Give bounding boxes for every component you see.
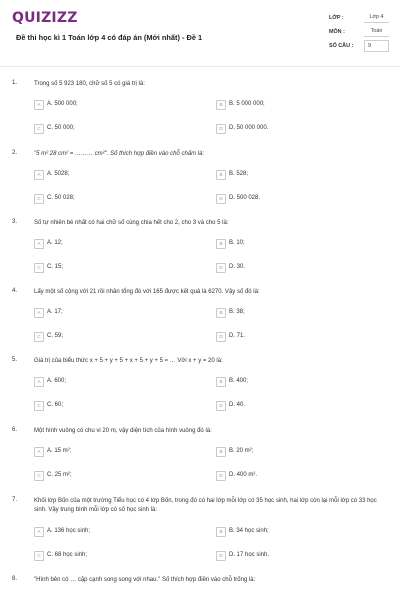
option-letter-box[interactable]: B bbox=[216, 239, 226, 249]
option-letter-box[interactable]: B bbox=[216, 377, 226, 387]
worksheet-header bbox=[0, 0, 400, 64]
meta-label: LỚP : bbox=[329, 15, 344, 21]
header-divider bbox=[0, 66, 400, 67]
option-text: B. 34 học sinh; bbox=[229, 528, 269, 534]
option-text: C. 50 028; bbox=[47, 195, 75, 201]
answer-option-a[interactable] bbox=[34, 527, 194, 537]
answer-option-b[interactable] bbox=[216, 239, 376, 249]
option-text: C. 25 m²; bbox=[47, 472, 72, 478]
answer-option-c[interactable] bbox=[34, 551, 194, 561]
question-text: Số tự nhiên bé nhất có hai chữ số cùng chia hết cho 2, cho 3 và cho 5 là: bbox=[34, 220, 229, 226]
option-letter-box[interactable]: C bbox=[34, 332, 44, 342]
answer-option-a[interactable] bbox=[34, 308, 194, 318]
question-number: 5. bbox=[12, 357, 18, 363]
option-letter-box[interactable]: D bbox=[216, 124, 226, 134]
answer-option-d[interactable] bbox=[216, 124, 376, 134]
option-text: A. 12; bbox=[47, 240, 63, 246]
option-text: A. 500 000; bbox=[47, 101, 78, 107]
option-text: A. 600; bbox=[47, 378, 67, 384]
option-text: C. 59; bbox=[47, 333, 64, 339]
option-letter-box[interactable]: D bbox=[216, 471, 226, 481]
question-text: "5 m² 28 cm² = ……… cm²". Số thích hợp điền vào chỗ chấm là: bbox=[34, 151, 205, 157]
answer-option-b[interactable] bbox=[216, 377, 376, 387]
option-text: A. 17; bbox=[47, 309, 63, 315]
answer-option-d[interactable] bbox=[216, 471, 376, 481]
option-text: A. 5028; bbox=[47, 171, 70, 177]
meta-row-question-count bbox=[329, 40, 393, 54]
option-text: D. 50 000 000. bbox=[229, 125, 269, 131]
option-letter-box[interactable]: C bbox=[34, 263, 44, 273]
question-text: Khối lớp Bốn của một trường Tiểu học có 4 lớp Bốn, trong đó có hai lớp mỗi lớp có 35 học sinh, hai lớp còn lại mỗi lớp có 33 học sinh. Vậy trung bình mỗi lớp có số học sinh là: bbox=[34, 498, 377, 514]
meta-value: Toán bbox=[364, 26, 389, 37]
question-text: Trong số 5 923 180, chữ số 5 có giá trị là: bbox=[34, 81, 145, 87]
meta-row-subject bbox=[329, 26, 393, 40]
option-letter-box[interactable]: D bbox=[216, 263, 226, 273]
option-letter-box[interactable]: A bbox=[34, 239, 44, 249]
option-letter-box[interactable]: B bbox=[216, 527, 226, 537]
answer-option-a[interactable] bbox=[34, 170, 194, 180]
meta-value: 9 bbox=[364, 40, 389, 52]
answer-option-d[interactable] bbox=[216, 194, 376, 204]
answer-option-d[interactable] bbox=[216, 263, 376, 273]
question-number: 2. bbox=[12, 150, 18, 156]
option-text: B. 10; bbox=[229, 240, 245, 246]
option-text: B. 400; bbox=[229, 378, 249, 384]
option-text: C. 50 000; bbox=[47, 125, 75, 131]
answer-option-a[interactable] bbox=[34, 100, 194, 110]
question-text: Giá trị của biểu thức x + 5 + y + 5 + x + 5 + y + 5 = … Với x + y = 20 là: bbox=[34, 358, 223, 364]
option-letter-box[interactable]: A bbox=[34, 447, 44, 457]
option-letter-box[interactable]: A bbox=[34, 100, 44, 110]
answer-option-b[interactable] bbox=[216, 308, 376, 318]
option-letter-box[interactable]: B bbox=[216, 308, 226, 318]
question-number: 3. bbox=[12, 219, 18, 225]
answer-option-b[interactable] bbox=[216, 170, 376, 180]
option-letter-box[interactable]: B bbox=[216, 170, 226, 180]
worksheet-meta bbox=[329, 12, 393, 54]
answer-option-c[interactable] bbox=[34, 263, 194, 273]
option-text: B. 528; bbox=[229, 171, 249, 177]
option-text: B. 38; bbox=[229, 309, 245, 315]
option-letter-box[interactable]: B bbox=[216, 100, 226, 110]
option-text: D. 40. bbox=[229, 402, 246, 408]
meta-label: SỐ CÂU : bbox=[329, 43, 354, 49]
meta-label: MÔN : bbox=[329, 29, 345, 35]
option-text: C. 15; bbox=[47, 264, 64, 270]
answer-option-d[interactable] bbox=[216, 401, 376, 411]
answer-option-a[interactable] bbox=[34, 239, 194, 249]
option-letter-box[interactable]: C bbox=[34, 194, 44, 204]
answer-option-c[interactable] bbox=[34, 471, 194, 481]
answer-option-c[interactable] bbox=[34, 194, 194, 204]
meta-row-class bbox=[329, 12, 393, 26]
option-text: B. 5 000 000; bbox=[229, 101, 265, 107]
option-letter-box[interactable]: A bbox=[34, 170, 44, 180]
answer-option-b[interactable] bbox=[216, 100, 376, 110]
option-letter-box[interactable]: C bbox=[34, 401, 44, 411]
option-letter-box[interactable]: C bbox=[34, 471, 44, 481]
question-number: 6. bbox=[12, 427, 18, 433]
option-text: D. 30. bbox=[229, 264, 246, 270]
question-text: Một hình vuông có chu vi 20 m, vậy diện tích của hình vuông đó là: bbox=[34, 428, 212, 434]
option-letter-box[interactable]: D bbox=[216, 332, 226, 342]
option-letter-box[interactable]: B bbox=[216, 447, 226, 457]
option-text: D. 400 m². bbox=[229, 472, 258, 478]
option-text: A. 136 học sinh; bbox=[47, 528, 91, 534]
option-letter-box[interactable]: C bbox=[34, 124, 44, 134]
option-letter-box[interactable]: D bbox=[216, 551, 226, 561]
answer-option-c[interactable] bbox=[34, 332, 194, 342]
quizizz-logo: QUIZIZZ bbox=[12, 10, 78, 26]
option-letter-box[interactable]: A bbox=[34, 377, 44, 387]
question-text: "Hình bên có … cặp cạnh song song với nhau." Số thích hợp điền vào chỗ trống là: bbox=[34, 577, 256, 583]
answer-option-d[interactable] bbox=[216, 332, 376, 342]
option-letter-box[interactable]: D bbox=[216, 194, 226, 204]
option-text: D. 17 học sinh. bbox=[229, 552, 270, 558]
option-letter-box[interactable]: A bbox=[34, 308, 44, 318]
question-number: 8. bbox=[12, 576, 18, 582]
option-text: C. 60; bbox=[47, 402, 64, 408]
option-text: D. 500 028. bbox=[229, 195, 261, 201]
answer-option-a[interactable] bbox=[34, 447, 194, 457]
question-number: 7. bbox=[12, 497, 18, 503]
answer-option-b[interactable] bbox=[216, 447, 376, 457]
answer-option-c[interactable] bbox=[34, 401, 194, 411]
meta-value: Lớp 4 bbox=[364, 12, 389, 23]
option-text: B. 20 m²; bbox=[229, 448, 254, 454]
answer-option-d[interactable] bbox=[216, 551, 376, 561]
option-letter-box[interactable]: D bbox=[216, 401, 226, 411]
question-number: 4. bbox=[12, 288, 18, 294]
answer-option-c[interactable] bbox=[34, 124, 194, 134]
answer-option-b[interactable] bbox=[216, 527, 376, 537]
option-letter-box[interactable]: A bbox=[34, 527, 44, 537]
question-number: 1. bbox=[12, 80, 18, 86]
answer-option-a[interactable] bbox=[34, 377, 194, 387]
option-text: D. 71. bbox=[229, 333, 246, 339]
option-text: A. 15 m²; bbox=[47, 448, 72, 454]
option-text: C. 68 học sinh; bbox=[47, 552, 88, 558]
worksheet-title: Đề thi học kì 1 Toán lớp 4 có đáp án (Mới nhất) - Đề 1 bbox=[16, 33, 203, 42]
option-letter-box[interactable]: C bbox=[34, 551, 44, 561]
question-text: Lấy một số cộng với 21 rồi nhân tổng đó với 165 được kết quả là 6270. Vậy số đó là: bbox=[34, 289, 260, 295]
